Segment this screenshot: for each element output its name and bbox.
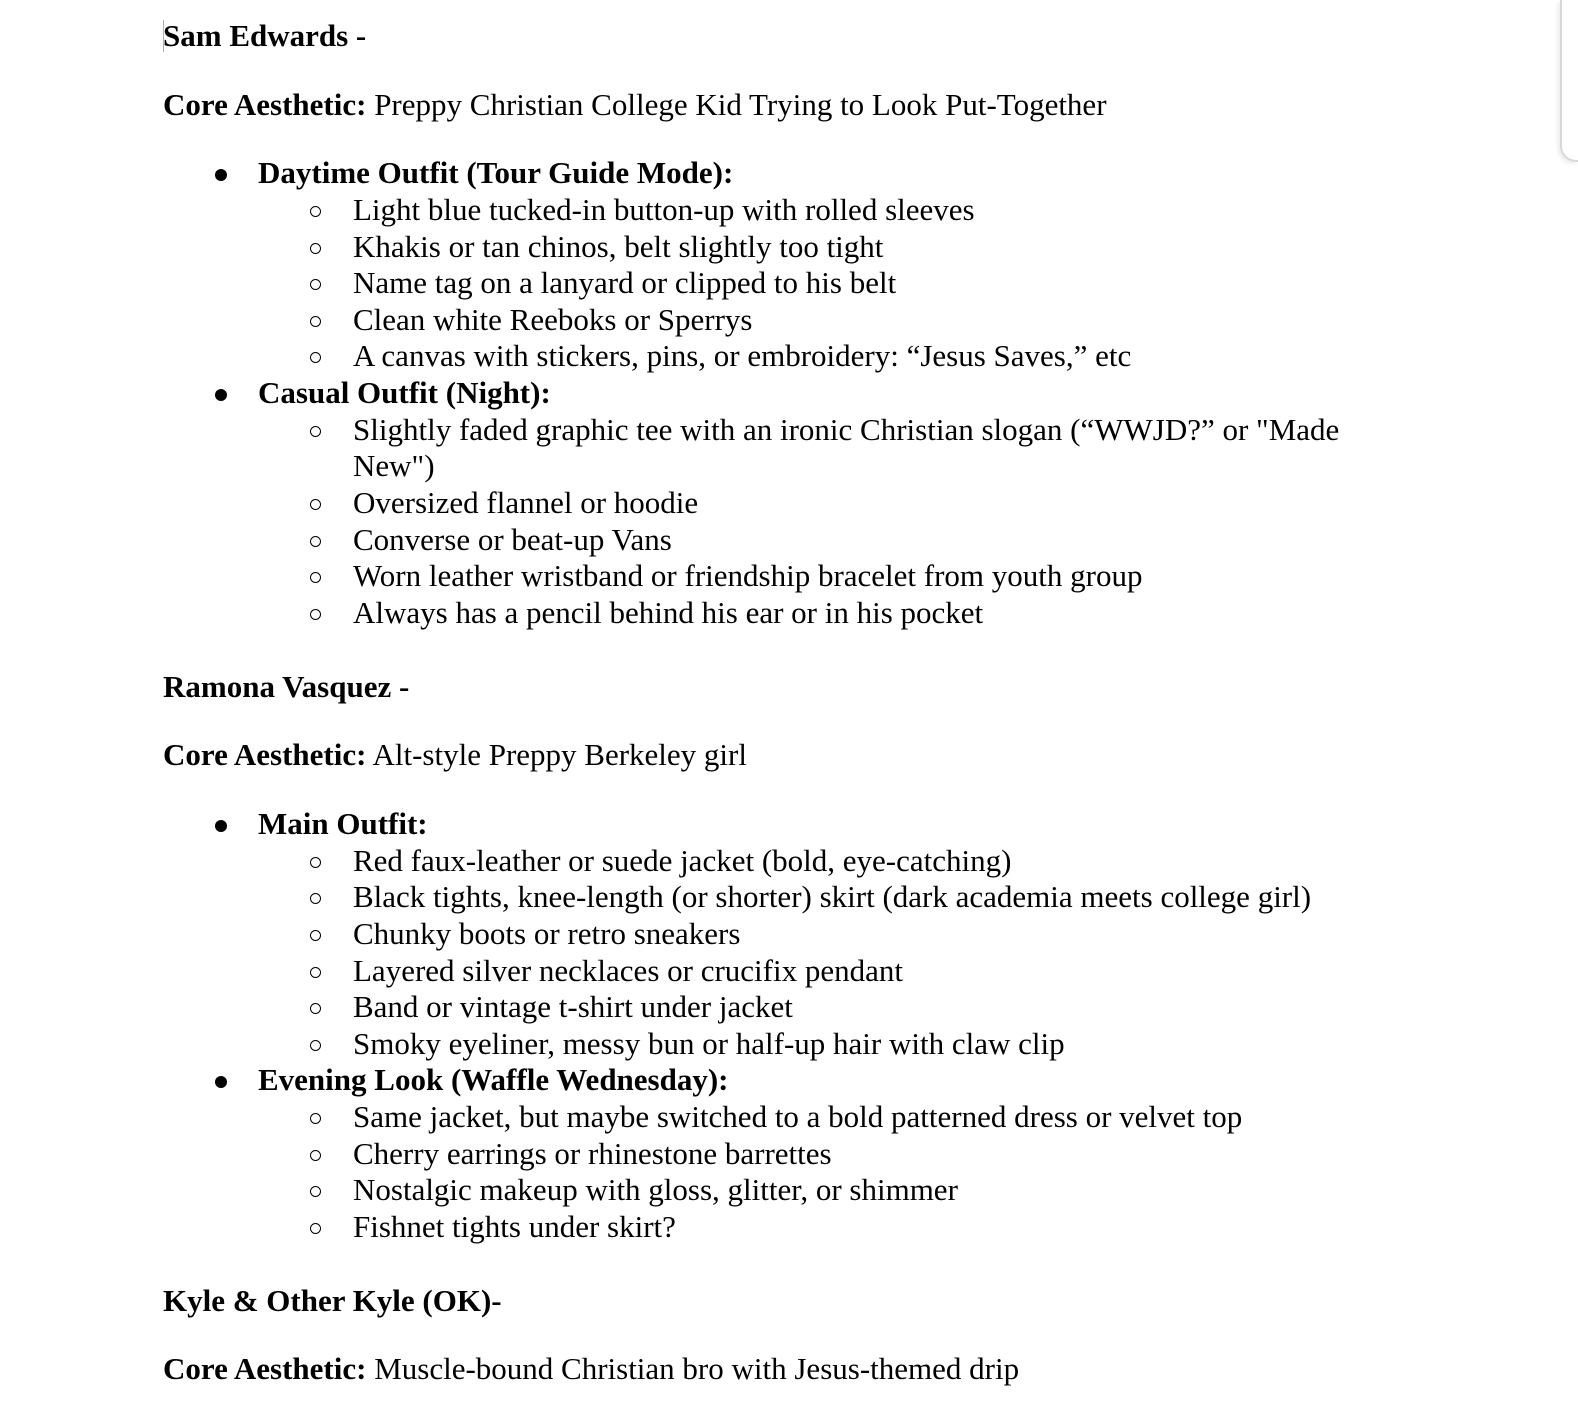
bullet-circle-icon	[310, 1113, 321, 1124]
list-item: Red faux-leather or suede jacket (bold, eye-catching)	[353, 843, 1012, 878]
character-heading: Sam Edwards -	[163, 18, 367, 53]
list-item: Slightly faded graphic tee with an ironic Christian slogan (“WWJD?” or "Made	[353, 412, 1340, 447]
bullet-disc-icon	[215, 169, 227, 181]
bullet-circle-icon	[310, 1040, 321, 1051]
bullet-circle-icon	[310, 893, 321, 904]
bullet-circle-icon	[310, 1223, 321, 1234]
list-item: Khakis or tan chinos, belt slightly too tight	[353, 229, 884, 264]
core-aesthetic-value: Alt-style Preppy Berkeley girl	[372, 737, 747, 772]
list-item: Oversized flannel or hoodie	[353, 485, 699, 520]
bullet-circle-icon	[310, 1003, 321, 1014]
bullet-circle-icon	[310, 426, 321, 437]
page-side-panel-edge[interactable]	[1560, 0, 1578, 162]
core-aesthetic-line	[163, 737, 747, 773]
bullet-circle-icon	[310, 930, 321, 941]
bullet-circle-icon	[310, 1150, 321, 1161]
bullet-disc-icon	[215, 820, 227, 832]
outfit-group-title: Daytime Outfit (Tour Guide Mode):	[258, 155, 734, 190]
list-item: Smoky eyeliner, messy bun or half-up hair with claw clip	[353, 1026, 1065, 1061]
core-aesthetic-value: Preppy Christian College Kid Trying to Look Put-Together	[374, 87, 1107, 122]
core-aesthetic-value: Muscle-bound Christian bro with Jesus-themed drip	[374, 1351, 1020, 1386]
bullet-circle-icon	[310, 243, 321, 254]
list-item: Clean white Reeboks or Sperrys	[353, 302, 753, 337]
bullet-circle-icon	[310, 352, 321, 363]
core-aesthetic-line	[163, 1351, 1019, 1387]
list-item: Same jacket, but maybe switched to a bold patterned dress or velvet top	[353, 1099, 1243, 1134]
bullet-circle-icon	[310, 857, 321, 868]
bullet-circle-icon	[310, 279, 321, 290]
bullet-circle-icon	[310, 967, 321, 978]
character-heading: Kyle & Other Kyle (OK)-	[163, 1283, 502, 1318]
list-item: Converse or beat-up Vans	[353, 522, 672, 557]
outfit-group-title: Evening Look (Waffle Wednesday):	[258, 1062, 729, 1097]
list-item: Band or vintage t-shirt under jacket	[353, 989, 793, 1024]
list-item: Fishnet tights under skirt?	[353, 1209, 676, 1244]
list-item: Nostalgic makeup with gloss, glitter, or shimmer	[353, 1172, 958, 1207]
list-item: Layered silver necklaces or crucifix pendant	[353, 953, 903, 988]
bullet-circle-icon	[310, 206, 321, 217]
core-aesthetic-line	[163, 87, 1107, 123]
core-aesthetic-label: Core Aesthetic:	[163, 737, 367, 772]
outfit-group-title: Main Outfit:	[258, 806, 428, 841]
bullet-disc-icon	[215, 1076, 227, 1088]
list-item: Chunky boots or retro sneakers	[353, 916, 741, 951]
list-item: Cherry earrings or rhinestone barrettes	[353, 1136, 832, 1171]
list-item: Name tag on a lanyard or clipped to his belt	[353, 265, 897, 300]
character-heading: Ramona Vasquez -	[163, 669, 410, 704]
bullet-disc-icon	[215, 389, 227, 401]
list-item: Always has a pencil behind his ear or in his pocket	[353, 595, 984, 630]
core-aesthetic-label: Core Aesthetic:	[163, 1351, 367, 1386]
list-item: Light blue tucked-in button-up with rolled sleeves	[353, 192, 975, 227]
list-item: Black tights, knee-length (or shorter) skirt (dark academia meets college girl)	[353, 879, 1312, 914]
core-aesthetic-label: Core Aesthetic:	[163, 87, 367, 122]
bullet-circle-icon	[310, 1186, 321, 1197]
bullet-circle-icon	[310, 316, 321, 327]
list-item: Worn leather wristband or friendship bracelet from youth group	[353, 558, 1143, 593]
list-item: A canvas with stickers, pins, or embroidery: “Jesus Saves,” etc	[353, 338, 1132, 373]
bullet-circle-icon	[310, 536, 321, 547]
bullet-circle-icon	[310, 572, 321, 583]
bullet-circle-icon	[310, 609, 321, 620]
bullet-circle-icon	[310, 499, 321, 510]
outfit-group-title: Casual Outfit (Night):	[258, 375, 551, 410]
list-item-continuation: New")	[353, 448, 435, 483]
